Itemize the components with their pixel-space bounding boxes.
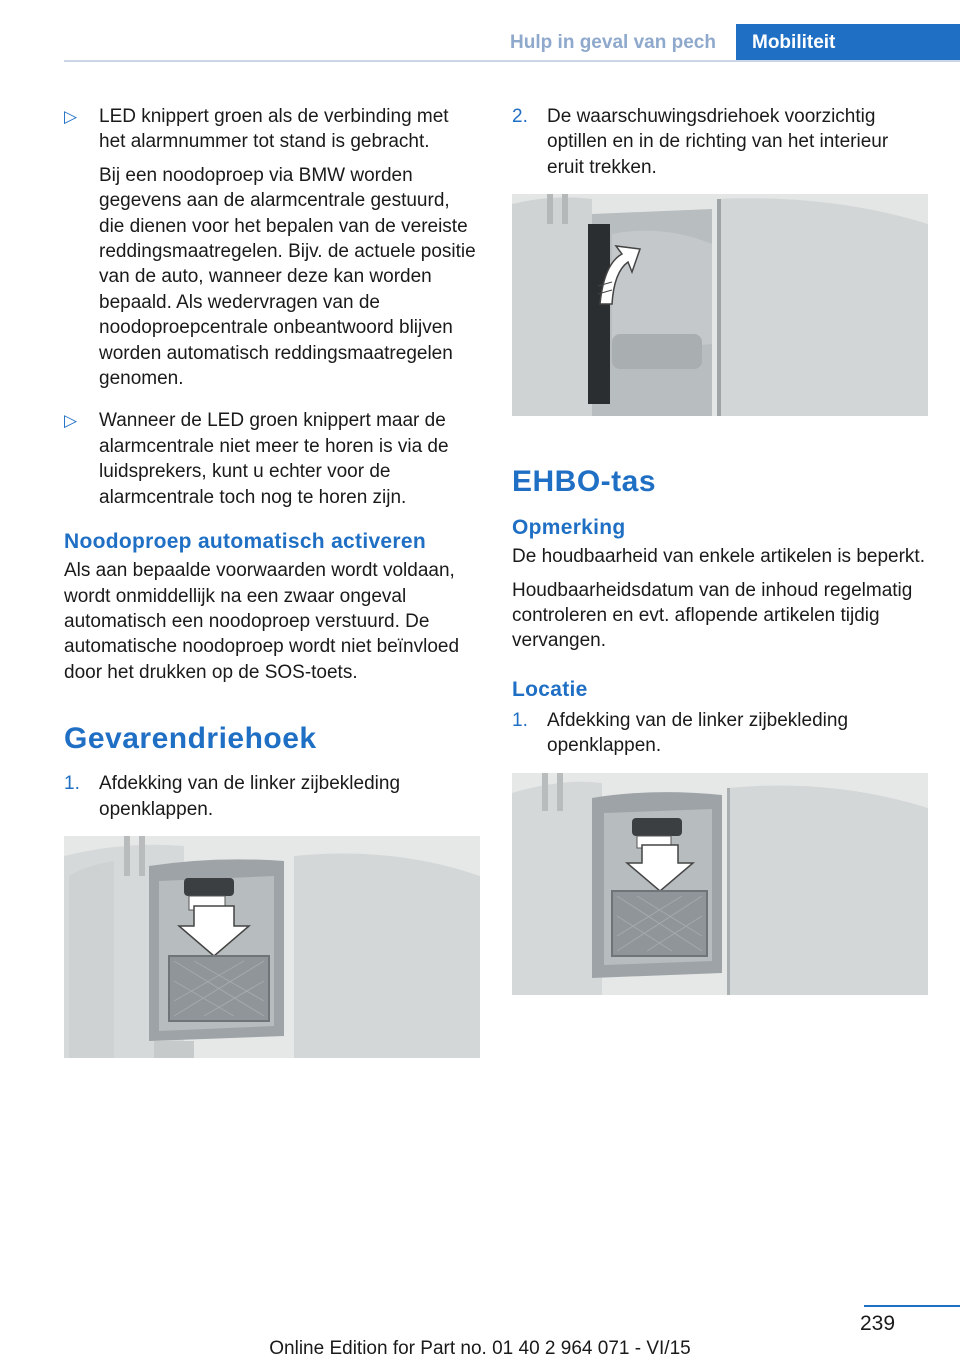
warning-triangle-heading: Gevarendriehoek [64,722,317,756]
step-text: Afdekking van de linker zijbekleding openklappen. [99,773,401,820]
step-text: De waarschuwingsdriehoek voorzichtig optillen en in de richting van het interieur eruit trekken. [547,106,889,178]
left-column [64,104,480,1058]
note-text: Houdbaarheidsdatum van de inhoud regelmatig controleren en evt. aflopende artikelen tijdig vervangen. [512,579,913,652]
step-item [512,708,928,759]
step-item [512,104,928,180]
bullet-item [64,104,480,391]
auto-activate-heading: Noodoproep automatisch activeren [64,530,426,554]
trunk-panel-image [64,836,480,1058]
triangle-bullet-icon: ▷ [64,411,78,431]
step-number: 1. [64,773,80,795]
warning-triangle-image [512,194,928,416]
header-section-title: Hulp in geval van pech [510,32,716,53]
first-aid-heading: EHBO-tas [512,465,657,499]
page-number: 239 [860,1312,896,1335]
note-heading: Opmerking [512,516,626,540]
location-heading: Locatie [512,677,588,701]
first-aid-location-image [512,773,928,995]
bullet-extra-text: Bij een noodoproep via BMW worden gegevens aan de alarmcentrale gestuurd, die dienen voor het bepalen van de vereiste reddingsmaatregelen. Bijv. de actuele positie van de auto, wanneer deze kan worden bepaald. Als wedervragen van de noodoproepcentrale onbeantwoord blijven worden automatisch reddingsmaatregelen genomen. [99,164,476,390]
edition-footer: Online Edition for Part no. 01 40 2 964 071 - VI/15 [269,1338,691,1359]
header-chapter-tab: Mobiliteit [736,24,960,62]
step-item [64,771,480,822]
triangle-bullet-icon: ▷ [64,107,78,126]
bullet-item [64,408,480,510]
bullet-text: LED knippert groen als de verbinding met het alarmnummer tot stand is gebracht. [99,106,449,153]
right-column [512,104,928,995]
auto-activate-text: Als aan bepaalde voorwaarden wordt voldaan, wordt onmiddellijk na een zwaar ongeval automatisch een noodoproep verstuurd. De automatische noodoproep wordt niet beïnvloed door het drukken op de SOS-toets. [64,560,460,683]
header-divider [64,60,960,62]
step-text: Afdekking van de linker zijbekleding openklappen. [547,709,849,757]
footer-divider [864,1305,960,1307]
note-text: De houdbaarheid van enkele artikelen is beperkt. [512,546,925,568]
step-number: 1. [512,709,528,731]
step-number: 2. [512,106,528,127]
bullet-text: Wanneer de LED groen knippert maar de alarmcentrale niet meer te horen is via de luidsprekers, kunt u echter voor de alarmcentrale toch nog te horen zijn. [99,410,449,508]
